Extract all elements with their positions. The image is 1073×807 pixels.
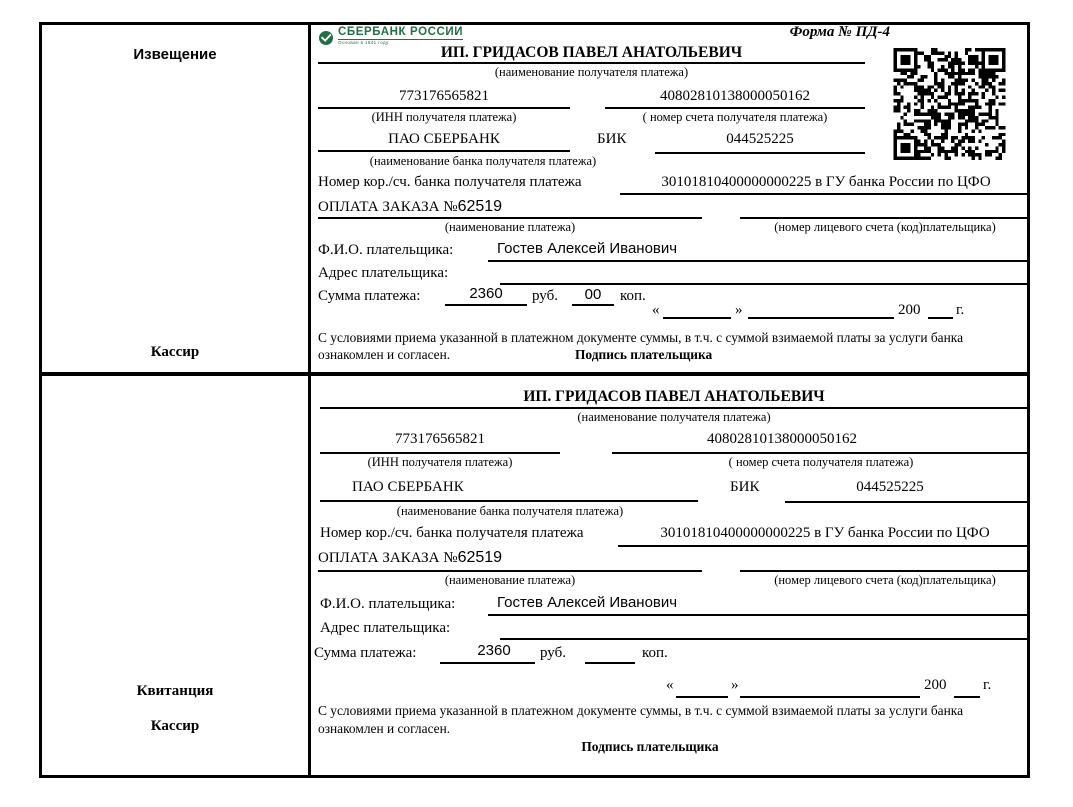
terms-text-line2: ознакомлен и согласен.: [318, 721, 451, 736]
personal-account-caption: (номер лицевого счета (код)плательщика): [774, 220, 996, 234]
address-label: Адрес плательщика:: [318, 265, 449, 281]
field-line: [318, 150, 570, 152]
sberbank-logo-tagline: Основан в 1841 году: [338, 40, 389, 45]
bank-caption: (наименование банка получателя платежа): [396, 504, 624, 518]
field-line: [500, 638, 1030, 640]
rub-label: руб.: [532, 288, 558, 304]
field-line: [500, 283, 1030, 285]
field-line: [318, 217, 702, 219]
date-quote-close: »: [735, 302, 743, 318]
address-label: Адрес плательщика:: [320, 620, 451, 636]
year-suffix: г.: [983, 677, 992, 693]
field-line: [748, 317, 894, 319]
field-line: [740, 696, 920, 698]
amount-rub-value: 2360: [477, 642, 511, 659]
field-line: [928, 317, 953, 319]
field-line: [318, 570, 702, 572]
order-number: 62519: [457, 198, 503, 215]
corr-label: Номер кор./сч. банка получателя платежа: [320, 525, 584, 541]
corr-label: Номер кор./сч. банка получателя платежа: [318, 174, 582, 190]
field-line: [663, 317, 731, 319]
field-line: [445, 304, 527, 306]
kop-label: коп.: [642, 645, 668, 661]
field-line: [320, 407, 1030, 409]
recipient-caption: (наименование получателя платежа): [494, 65, 689, 79]
field-line: [605, 107, 865, 109]
purpose-row: [318, 198, 502, 216]
field-line: [440, 662, 535, 664]
amount-label: Сумма платежа:: [314, 645, 417, 661]
signature-label: Подпись плательщика: [575, 347, 713, 362]
purpose-caption: (наименование платежа): [444, 220, 576, 234]
year-prefix: 200: [898, 302, 921, 318]
bik-label: БИК: [597, 131, 627, 147]
notice-stub-label: Извещение: [133, 46, 217, 63]
inn-caption: (ИНН получателя платежа): [367, 455, 513, 469]
personal-account-caption: (номер лицевого счета (код)плательщика): [774, 573, 996, 587]
recipient-caption: (наименование получателя платежа): [577, 410, 771, 424]
field-line: [585, 662, 635, 664]
form-number: Форма № ПД-4: [789, 24, 890, 40]
field-line: [320, 452, 560, 454]
inn-caption: (ИНН получателя платежа): [371, 110, 517, 124]
year-suffix: г.: [956, 302, 965, 318]
terms-text-line2: ознакомлен и согласен.: [318, 347, 451, 362]
account-caption: ( номер счета получателя платежа): [642, 110, 828, 124]
year-prefix: 200: [924, 677, 947, 693]
bank-name: ПАО СБЕРБАНК: [388, 131, 500, 147]
field-line: [740, 570, 1030, 572]
sberbank-logo-icon: [319, 31, 333, 45]
amount-label: Сумма платежа:: [318, 288, 421, 304]
kop-label: коп.: [620, 288, 646, 304]
field-line: [740, 217, 1030, 219]
cashier-stub-label: Кассир: [150, 718, 200, 734]
sberbank-logo: [319, 26, 463, 45]
amount-rub-value: 2360: [469, 285, 503, 302]
field-line: [676, 696, 728, 698]
field-line: [488, 614, 1030, 616]
section-divider: [39, 372, 1030, 376]
corr-value: 30101810400000000225 в ГУ банка России по ЦФО: [660, 525, 990, 541]
field-line: [785, 501, 1030, 503]
date-quote-close: »: [731, 677, 739, 693]
date-quote-open: «: [652, 302, 660, 318]
inn-value: 773176565821: [399, 88, 489, 104]
fio-label: Ф.И.О. плательщика:: [318, 242, 454, 258]
bank-name: ПАО СБЕРБАНК: [352, 479, 464, 495]
order-number: 62519: [457, 549, 503, 566]
field-line: [612, 452, 1030, 454]
field-line: [655, 152, 865, 154]
purpose-row: [318, 549, 502, 567]
qr-code: [893, 48, 1006, 160]
field-line: [320, 500, 698, 502]
inn-value: 773176565821: [395, 431, 485, 447]
date-quote-open: «: [666, 677, 674, 693]
corr-value: 30101810400000000225 в ГУ банка России по ЦФО: [661, 174, 991, 190]
terms-text-line1: С условиями приема указанной в платежном документе суммы, в т.ч. с суммой взимаемой платы за услуги банка: [318, 330, 964, 345]
terms-text-line1: С условиями приема указанной в платежном документе суммы, в т.ч. с суммой взимаемой платы за услуги банка: [318, 703, 964, 718]
field-line: [318, 62, 865, 64]
account-value: 40802810138000050162: [660, 88, 810, 104]
field-line: [318, 107, 570, 109]
field-line: [572, 304, 614, 306]
bik-value: 044525225: [856, 479, 924, 495]
bank-caption: (наименование банка получателя платежа): [369, 154, 597, 168]
fio-label: Ф.И.О. плательщика:: [320, 596, 456, 612]
purpose-caption: (наименование платежа): [444, 573, 576, 587]
fio-value: Гостев Алексей Иванович: [497, 594, 678, 611]
receipt-stub-label: Квитанция: [136, 683, 214, 699]
purpose-text: ОПЛАТА ЗАКАЗА №: [318, 550, 458, 566]
sberbank-logo-text: СБЕРБАНК РОССИИ: [338, 26, 464, 38]
fio-value: Гостев Алексей Иванович: [497, 240, 678, 257]
purpose-text: ОПЛАТА ЗАКАЗА №: [318, 199, 458, 215]
rub-label: руб.: [540, 645, 566, 661]
recipient-name: ИП. ГРИДАСОВ ПАВЕЛ АНАТОЛЬЕВИЧ: [523, 388, 825, 405]
account-value: 40802810138000050162: [707, 431, 857, 447]
recipient-name: ИП. ГРИДАСОВ ПАВЕЛ АНАТОЛЬЕВИЧ: [440, 44, 743, 61]
field-line: [488, 260, 1030, 262]
bik-label: БИК: [730, 479, 760, 495]
signature-label: Подпись плательщика: [581, 739, 719, 754]
kop-value: 00: [584, 286, 602, 303]
bik-value: 044525225: [726, 131, 794, 147]
field-line: [954, 696, 980, 698]
account-caption: ( номер счета получателя платежа): [728, 455, 914, 469]
column-divider: [308, 22, 311, 778]
field-line: [620, 193, 1030, 195]
cashier-stub-label: Кассир: [150, 344, 200, 360]
field-line: [618, 545, 1030, 547]
